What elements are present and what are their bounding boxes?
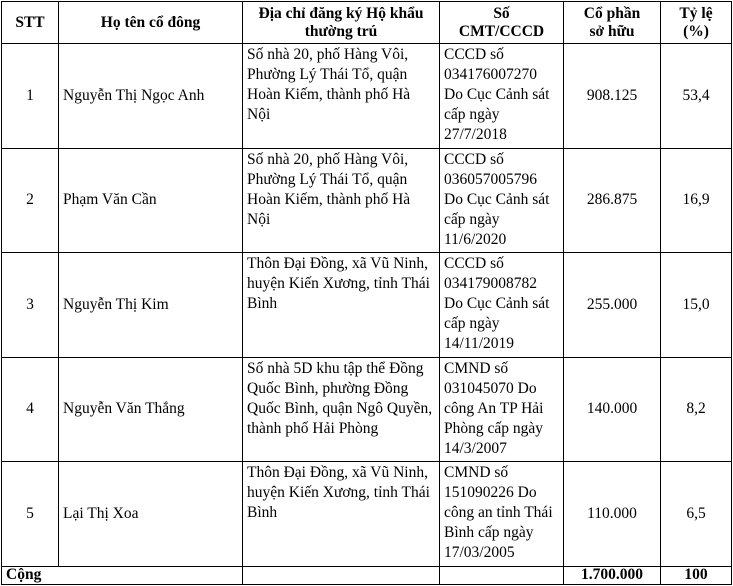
cell-name: Phạm Văn Cần [59, 148, 243, 253]
cell-stt: 5 [2, 462, 59, 567]
table-row [2, 148, 732, 253]
cell-address: Số nhà 20, phố Hàng Vôi, Phường Lý Thái Tổ, quận Hoàn Kiếm, thành phố Hà Nội [243, 148, 440, 253]
cell-shares: 908.125 [564, 44, 661, 149]
cell-name: Lại Thị Xoa [59, 462, 243, 567]
cell-id-doc: CCCD số 034179008782 Do Cục Cảnh sát cấp ngày 14/11/2019 [440, 253, 564, 358]
cell-name: Nguyễn Văn Thắng [59, 357, 243, 462]
cell-shares: 286.875 [564, 148, 661, 253]
total-shares: 1.700.000 [564, 566, 661, 584]
total-empty-address [243, 566, 440, 584]
cell-ratio: 15,0 [661, 253, 732, 358]
cell-name: Nguyễn Thị Ngọc Anh [59, 44, 243, 149]
total-empty-id [440, 566, 564, 584]
header-id-doc: Số CMT/CCCD [440, 2, 564, 44]
total-label: Cộng [2, 566, 243, 584]
cell-stt: 4 [2, 357, 59, 462]
shareholder-table [1, 1, 732, 585]
cell-ratio: 53,4 [661, 44, 732, 149]
header-row [2, 2, 732, 44]
header-stt: STT [2, 2, 59, 44]
total-ratio: 100 [661, 566, 732, 584]
cell-address: Thôn Đại Đồng, xã Vũ Ninh, huyện Kiến Xương, tỉnh Thái Bình [243, 253, 440, 358]
cell-stt: 2 [2, 148, 59, 253]
cell-id-doc: CCCD số 036057005796 Do Cục Cảnh sát cấp ngày 11/6/2020 [440, 148, 564, 253]
table-row [2, 253, 732, 358]
cell-shares: 140.000 [564, 357, 661, 462]
table-row [2, 462, 732, 567]
cell-address: Số nhà 5D khu tập thể Đồng Quốc Bình, phường Đồng Quốc Bình, quận Ngô Quyền, thành phố Hải Phòng [243, 357, 440, 462]
header-ratio: Tỷ lệ (%) [661, 2, 732, 44]
table-row [2, 357, 732, 462]
cell-name: Nguyễn Thị Kim [59, 253, 243, 358]
cell-stt: 1 [2, 44, 59, 149]
table-row [2, 44, 732, 149]
header-address: Địa chỉ đăng ký Hộ khẩu thường trú [243, 2, 440, 44]
cell-ratio: 8,2 [661, 357, 732, 462]
cell-address: Thôn Đại Đồng, xã Vũ Ninh, huyện Kiến Xương, tỉnh Thái Bình [243, 462, 440, 567]
cell-shares: 255.000 [564, 253, 661, 358]
cell-shares: 110.000 [564, 462, 661, 567]
cell-id-doc: CCCD số 034176007270 Do Cục Cảnh sát cấp ngày 27/7/2018 [440, 44, 564, 149]
header-shares: Cổ phần sở hữu [564, 2, 661, 44]
cell-ratio: 6,5 [661, 462, 732, 567]
cell-ratio: 16,9 [661, 148, 732, 253]
cell-stt: 3 [2, 253, 59, 358]
header-name: Họ tên cổ đông [59, 2, 243, 44]
cell-id-doc: CMND số 031045070 Do công An TP Hải Phòng cấp ngày 14/3/2007 [440, 357, 564, 462]
cell-id-doc: CMND số 151090226 Do công an tỉnh Thái Bình cấp ngày 17/03/2005 [440, 462, 564, 567]
cell-address: Số nhà 20, phố Hàng Vôi, Phường Lý Thái Tổ, quận Hoàn Kiếm, thành phố Hà Nội [243, 44, 440, 149]
total-row [2, 566, 732, 584]
